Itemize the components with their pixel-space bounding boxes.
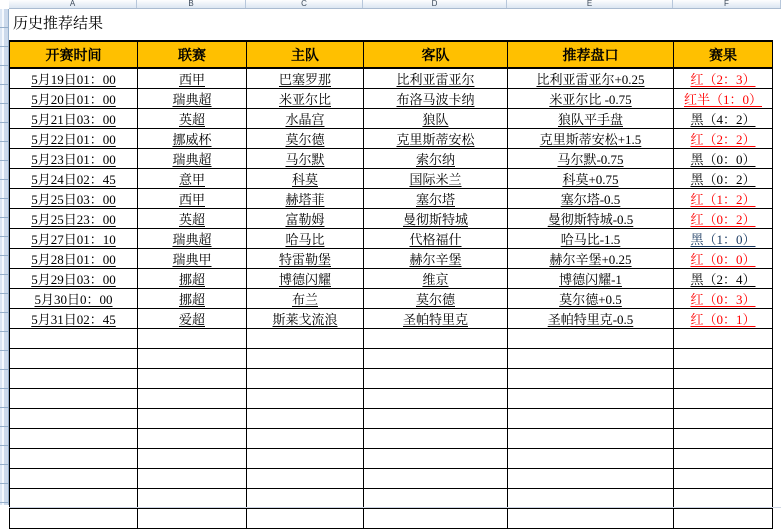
sheet-gridline (9, 507, 781, 508)
cell-time[interactable]: 5月28日01：00 (10, 249, 138, 269)
empty-row (10, 449, 773, 469)
empty-row (10, 369, 773, 389)
cell-away[interactable]: 索尔纳 (364, 149, 508, 169)
empty-cell[interactable] (508, 469, 674, 489)
empty-cell[interactable] (508, 489, 674, 509)
column-header[interactable]: 客队 (364, 41, 508, 68)
empty-cell[interactable] (10, 469, 138, 489)
cell-handicap[interactable]: 赫尔辛堡+0.25 (508, 249, 674, 269)
empty-cell[interactable] (508, 429, 674, 449)
cell-league[interactable]: 瑞典超 (138, 89, 247, 109)
empty-cell[interactable] (508, 349, 674, 369)
results-table (9, 40, 773, 529)
table-row (10, 289, 773, 309)
cell-league[interactable]: 爱超 (138, 309, 247, 329)
cell-home[interactable]: 马尔默 (247, 149, 364, 169)
column-letter-F[interactable]: F (673, 0, 781, 8)
cell-time[interactable]: 5月24日02：45 (10, 169, 138, 189)
empty-cell[interactable] (674, 449, 773, 469)
column-letter-A[interactable]: A (9, 0, 137, 8)
empty-cell[interactable] (10, 509, 138, 529)
cell-away[interactable]: 塞尔塔 (364, 189, 508, 209)
cell-league[interactable]: 挪超 (138, 289, 247, 309)
empty-cell[interactable] (674, 329, 773, 349)
cell-time[interactable]: 5月30日0：00 (10, 289, 138, 309)
cell-result[interactable]: 红（2：2） (674, 129, 773, 149)
cell-away[interactable]: 比利亚雷亚尔 (364, 68, 508, 89)
empty-cell[interactable] (247, 369, 364, 389)
empty-cell[interactable] (247, 509, 364, 529)
column-letter-C[interactable]: C (246, 0, 363, 8)
empty-cell[interactable] (138, 369, 247, 389)
cell-handicap[interactable]: 马尔默-0.75 (508, 149, 674, 169)
cell-league[interactable]: 瑞典甲 (138, 249, 247, 269)
cell-time[interactable]: 5月19日01：00 (10, 68, 138, 89)
empty-cell[interactable] (674, 389, 773, 409)
cell-result[interactable]: 红（0：3） (674, 289, 773, 309)
column-letter-E[interactable]: E (507, 0, 673, 8)
table-row (10, 68, 773, 89)
column-header[interactable]: 推荐盘口 (508, 41, 674, 68)
empty-row (10, 469, 773, 489)
empty-cell[interactable] (508, 449, 674, 469)
empty-cell[interactable] (10, 409, 138, 429)
cell-result[interactable]: 红（0：0） (674, 249, 773, 269)
empty-cell[interactable] (674, 429, 773, 449)
cell-home[interactable]: 特雷勒堡 (247, 249, 364, 269)
cell-handicap[interactable]: 塞尔塔-0.5 (508, 189, 674, 209)
cell-time[interactable]: 5月29日03：00 (10, 269, 138, 289)
empty-row (10, 349, 773, 369)
cell-result[interactable]: 红半（1：0） (674, 89, 773, 109)
empty-cell[interactable] (138, 409, 247, 429)
cell-time[interactable]: 5月25日03：00 (10, 189, 138, 209)
table-row (10, 89, 773, 109)
cell-home[interactable]: 米亚尔比 (247, 89, 364, 109)
cell-time[interactable]: 5月25日23：00 (10, 209, 138, 229)
empty-cell[interactable] (138, 469, 247, 489)
table-row (10, 149, 773, 169)
empty-cell[interactable] (138, 349, 247, 369)
empty-cell[interactable] (674, 409, 773, 429)
empty-cell[interactable] (508, 409, 674, 429)
cell-time[interactable]: 5月22日01：00 (10, 129, 138, 149)
empty-cell[interactable] (247, 489, 364, 509)
table-body (10, 68, 773, 529)
cell-result[interactable]: 黑（2：4） (674, 269, 773, 289)
empty-row (10, 509, 773, 529)
cell-league[interactable]: 英超 (138, 109, 247, 129)
cell-handicap[interactable]: 哈马比-1.5 (508, 229, 674, 249)
cell-away[interactable]: 克里斯蒂安松 (364, 129, 508, 149)
empty-cell[interactable] (247, 469, 364, 489)
empty-cell[interactable] (10, 429, 138, 449)
empty-cell[interactable] (364, 349, 508, 369)
empty-cell[interactable] (508, 329, 674, 349)
column-header[interactable]: 联赛 (138, 41, 247, 68)
cell-result[interactable]: 黑（4：2） (674, 109, 773, 129)
table-row (10, 109, 773, 129)
table-row (10, 249, 773, 269)
empty-cell[interactable] (138, 329, 247, 349)
cell-handicap[interactable]: 比利亚雷亚尔+0.25 (508, 68, 674, 89)
column-header-strip[interactable] (9, 0, 781, 9)
empty-cell[interactable] (10, 489, 138, 509)
cell-away[interactable]: 曼彻斯特城 (364, 209, 508, 229)
empty-cell[interactable] (138, 449, 247, 469)
cell-home[interactable]: 博德闪耀 (247, 269, 364, 289)
empty-cell[interactable] (364, 489, 508, 509)
empty-cell[interactable] (247, 349, 364, 369)
cell-time[interactable]: 5月27日01：10 (10, 229, 138, 249)
cell-home[interactable]: 布兰 (247, 289, 364, 309)
empty-cell[interactable] (10, 389, 138, 409)
column-header[interactable]: 主队 (247, 41, 364, 68)
cell-away[interactable]: 维京 (364, 269, 508, 289)
empty-cell[interactable] (10, 369, 138, 389)
empty-cell[interactable] (508, 509, 674, 529)
table-row (10, 129, 773, 149)
column-letter-D[interactable]: D (363, 0, 507, 8)
cell-away[interactable]: 莫尔德 (364, 289, 508, 309)
empty-cell[interactable] (364, 329, 508, 349)
cell-time[interactable]: 5月21日03：00 (10, 109, 138, 129)
cell-handicap[interactable]: 莫尔德+0.5 (508, 289, 674, 309)
table-row (10, 209, 773, 229)
cell-home[interactable]: 哈马比 (247, 229, 364, 249)
cell-handicap[interactable]: 狼队平手盘 (508, 109, 674, 129)
cell-league[interactable]: 挪超 (138, 269, 247, 289)
empty-cell[interactable] (247, 329, 364, 349)
cell-away[interactable]: 狼队 (364, 109, 508, 129)
cell-result[interactable]: 红（2：3） (674, 68, 773, 89)
cell-home[interactable]: 科莫 (247, 169, 364, 189)
cell-home[interactable]: 水晶宫 (247, 109, 364, 129)
empty-cell[interactable] (508, 369, 674, 389)
cell-home[interactable]: 莫尔德 (247, 129, 364, 149)
cell-result[interactable]: 黑（0：0） (674, 149, 773, 169)
empty-cell[interactable] (138, 489, 247, 509)
cell-time[interactable]: 5月20日01：00 (10, 89, 138, 109)
empty-cell[interactable] (10, 349, 138, 369)
empty-cell[interactable] (364, 509, 508, 529)
cell-time[interactable]: 5月23日01：00 (10, 149, 138, 169)
cell-home[interactable]: 巴塞罗那 (247, 68, 364, 89)
cell-result[interactable]: 红（1：2） (674, 189, 773, 209)
empty-row (10, 409, 773, 429)
cell-league[interactable]: 瑞典超 (138, 229, 247, 249)
cell-league[interactable]: 瑞典超 (138, 149, 247, 169)
cell-handicap[interactable]: 科莫+0.75 (508, 169, 674, 189)
cell-home[interactable]: 富勒姆 (247, 209, 364, 229)
cell-handicap[interactable]: 博德闪耀-1 (508, 269, 674, 289)
empty-cell[interactable] (10, 449, 138, 469)
column-header[interactable]: 赛果 (674, 41, 773, 68)
page-title[interactable]: 历史推荐结果 (13, 16, 104, 32)
cell-away[interactable]: 布洛马波卡纳 (364, 89, 508, 109)
empty-cell[interactable] (247, 449, 364, 469)
empty-row (10, 429, 773, 449)
empty-cell[interactable] (674, 509, 773, 529)
header-row (10, 41, 773, 68)
cell-result[interactable]: 红（0：1） (674, 309, 773, 329)
cell-result[interactable]: 红（0：2） (674, 209, 773, 229)
empty-cell[interactable] (138, 389, 247, 409)
row-header-strip[interactable] (0, 9, 9, 505)
cell-league[interactable]: 意甲 (138, 169, 247, 189)
cell-home[interactable]: 斯莱戈流浪 (247, 309, 364, 329)
cell-away[interactable]: 赫尔辛堡 (364, 249, 508, 269)
empty-cell[interactable] (508, 389, 674, 409)
empty-cell[interactable] (138, 429, 247, 449)
cell-league[interactable]: 西甲 (138, 189, 247, 209)
empty-row (10, 389, 773, 409)
cell-handicap[interactable]: 克里斯蒂安松+1.5 (508, 129, 674, 149)
column-letter-B[interactable]: B (137, 0, 246, 8)
table-row (10, 309, 773, 329)
table-row (10, 229, 773, 249)
empty-cell[interactable] (364, 449, 508, 469)
table-row (10, 169, 773, 189)
table-row (10, 189, 773, 209)
cell-time[interactable]: 5月31日02：45 (10, 309, 138, 329)
cell-handicap[interactable]: 曼彻斯特城-0.5 (508, 209, 674, 229)
cell-away[interactable]: 圣帕特里克 (364, 309, 508, 329)
empty-cell[interactable] (247, 429, 364, 449)
table-row (10, 269, 773, 289)
empty-row (10, 489, 773, 509)
empty-cell[interactable] (138, 509, 247, 529)
empty-cell[interactable] (674, 369, 773, 389)
cell-home[interactable]: 赫塔菲 (247, 189, 364, 209)
empty-cell[interactable] (674, 469, 773, 489)
cell-away[interactable]: 国际米兰 (364, 169, 508, 189)
cell-away[interactable]: 代格福什 (364, 229, 508, 249)
empty-row (10, 329, 773, 349)
empty-cell[interactable] (247, 389, 364, 409)
empty-cell[interactable] (364, 389, 508, 409)
column-header[interactable]: 开赛时间 (10, 41, 138, 68)
cell-league[interactable]: 挪威杯 (138, 129, 247, 149)
empty-cell[interactable] (674, 349, 773, 369)
empty-cell[interactable] (364, 409, 508, 429)
empty-cell[interactable] (364, 369, 508, 389)
empty-cell[interactable] (247, 409, 364, 429)
cell-handicap[interactable]: 米亚尔比 -0.75 (508, 89, 674, 109)
empty-cell[interactable] (674, 489, 773, 509)
empty-cell[interactable] (364, 429, 508, 449)
empty-cell[interactable] (10, 329, 138, 349)
cell-league[interactable]: 西甲 (138, 68, 247, 89)
cell-handicap[interactable]: 圣帕特里克-0.5 (508, 309, 674, 329)
empty-cell[interactable] (364, 469, 508, 489)
cell-result[interactable]: 黑（1：0） (674, 229, 773, 249)
cell-result[interactable]: 黑（0：2） (674, 169, 773, 189)
cell-league[interactable]: 英超 (138, 209, 247, 229)
